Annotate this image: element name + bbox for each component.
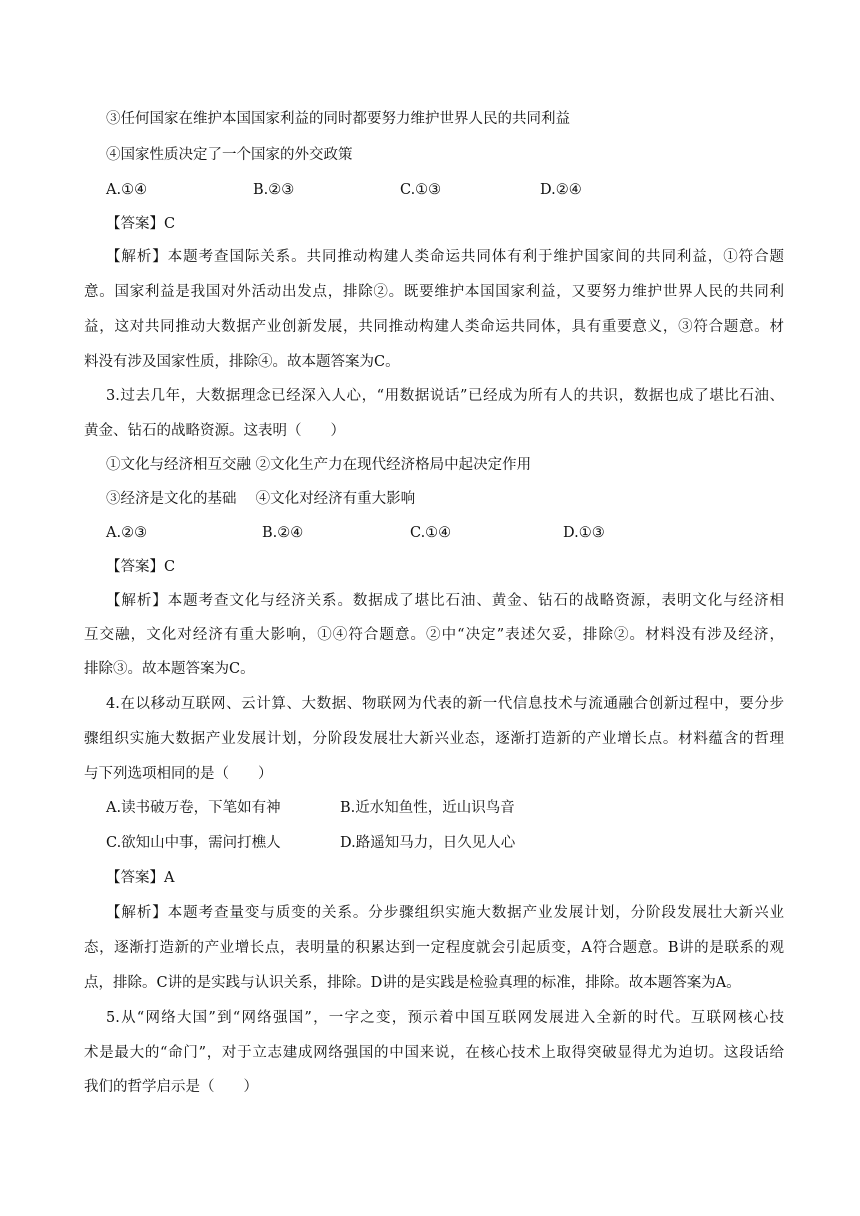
q2-option-a: A.①④ xyxy=(106,182,148,198)
q5-stem-line-3: 我们的哲学启示是（ ） xyxy=(84,1079,258,1095)
q3-option-d: D.①③ xyxy=(563,525,605,541)
q5-stem-line-1: 5.从“网络大国”到“网络强国”，一字之变，预示着中国互联网发展进入全新的时代。互联网核心技 xyxy=(106,1010,784,1026)
q2-analysis-line-1: 【解析】本题考查国际关系。共同推动构建人类命运共同体有利于维护国家间的共同利益，①符合题 xyxy=(106,249,784,265)
q2-option-b: B.②③ xyxy=(253,182,295,198)
q4-answer: 【答案】A xyxy=(106,870,175,886)
q2-item-4: ④国家性质决定了一个国家的外交政策 xyxy=(106,147,353,163)
q3-items-line-2: ③经济是文化的基础 ④文化对经济有重大影响 xyxy=(106,491,416,507)
q3-items-line-1: ①文化与经济相互交融 ②文化生产力在现代经济格局中起决定作用 xyxy=(106,457,532,473)
q4-stem-line-3: 与下列选项相同的是（ ） xyxy=(84,766,273,782)
q4-option-b: B.近水知鱼性，近山识鸟音 xyxy=(340,800,515,816)
q4-stem-line-1: 4.在以移动互联网、云计算、大数据、物联网为代表的新一代信息技术与流通融合创新过程中，要分步 xyxy=(106,696,784,712)
q4-analysis-line-3: 点，排除。C讲的是实践与认识关系，排除。D讲的是实践是检验真理的标准，排除。故本题答案为A。 xyxy=(84,975,741,991)
q2-answer: 【答案】C xyxy=(106,216,176,232)
q2-analysis-line-2: 意。国家利益是我国对外活动出发点，排除②。既要维护本国国家利益，又要努力维护世界人民的共同利 xyxy=(84,284,784,300)
q2-analysis-line-3: 益，这对共同推动大数据产业创新发展，共同推动构建人类命运共同体，具有重要意义，③符合题意。材 xyxy=(84,319,784,335)
q2-option-c: C.①③ xyxy=(400,182,442,198)
q3-analysis-line-2: 互交融，文化对经济有重大影响，①④符合题意。②中“决定”表述欠妥，排除②。材料没有涉及经济， xyxy=(84,627,784,643)
q4-analysis-line-2: 态，逐渐打造新的产业增长点，表明量的积累达到一定程度就会引起质变，A符合题意。B讲的是联系的观 xyxy=(84,940,784,956)
q2-option-d: D.②④ xyxy=(540,182,582,198)
q3-analysis-line-3: 排除③。故本题答案为C。 xyxy=(84,661,255,677)
q3-stem-line-1: 3.过去几年，大数据理念已经深入人心，“用数据说话”已经成为所有人的共识，数据也成了堪比石油、 xyxy=(106,388,784,404)
q3-option-a: A.②③ xyxy=(106,525,148,541)
q2-analysis-line-4: 料没有涉及国家性质，排除④。故本题答案为C。 xyxy=(84,354,400,370)
q4-option-c: C.欲知山中事，需问打樵人 xyxy=(106,835,281,851)
q4-option-d: D.路遥知马力，日久见人心 xyxy=(340,835,516,851)
q5-stem-line-2: 术是最大的“命门”，对于立志建成网络强国的中国来说，在核心技术上取得突破显得尤为迫切。这段话给 xyxy=(84,1045,784,1061)
q3-analysis-line-1: 【解析】本题考查文化与经济关系。数据成了堪比石油、黄金、钻石的战略资源，表明文化与经济相 xyxy=(106,593,784,609)
q4-option-a: A.读书破万卷，下笔如有神 xyxy=(106,800,281,816)
q2-item-3: ③任何国家在维护本国国家利益的同时都要努力维护世界人民的共同利益 xyxy=(106,111,570,127)
q3-option-c: C.①④ xyxy=(410,525,452,541)
q3-option-b: B.②④ xyxy=(262,525,304,541)
q4-analysis-line-1: 【解析】本题考查量变与质变的关系。分步骤组织实施大数据产业发展计划，分阶段发展壮大新兴业 xyxy=(106,905,784,921)
q3-stem-line-2: 黄金、钻石的战略资源。这表明（ ） xyxy=(84,423,345,439)
q3-answer: 【答案】C xyxy=(106,559,176,575)
q4-stem-line-2: 骤组织实施大数据产业发展计划，分阶段发展壮大新兴业态，逐渐打造新的产业增长点。材料蕴含的哲理 xyxy=(84,731,784,747)
